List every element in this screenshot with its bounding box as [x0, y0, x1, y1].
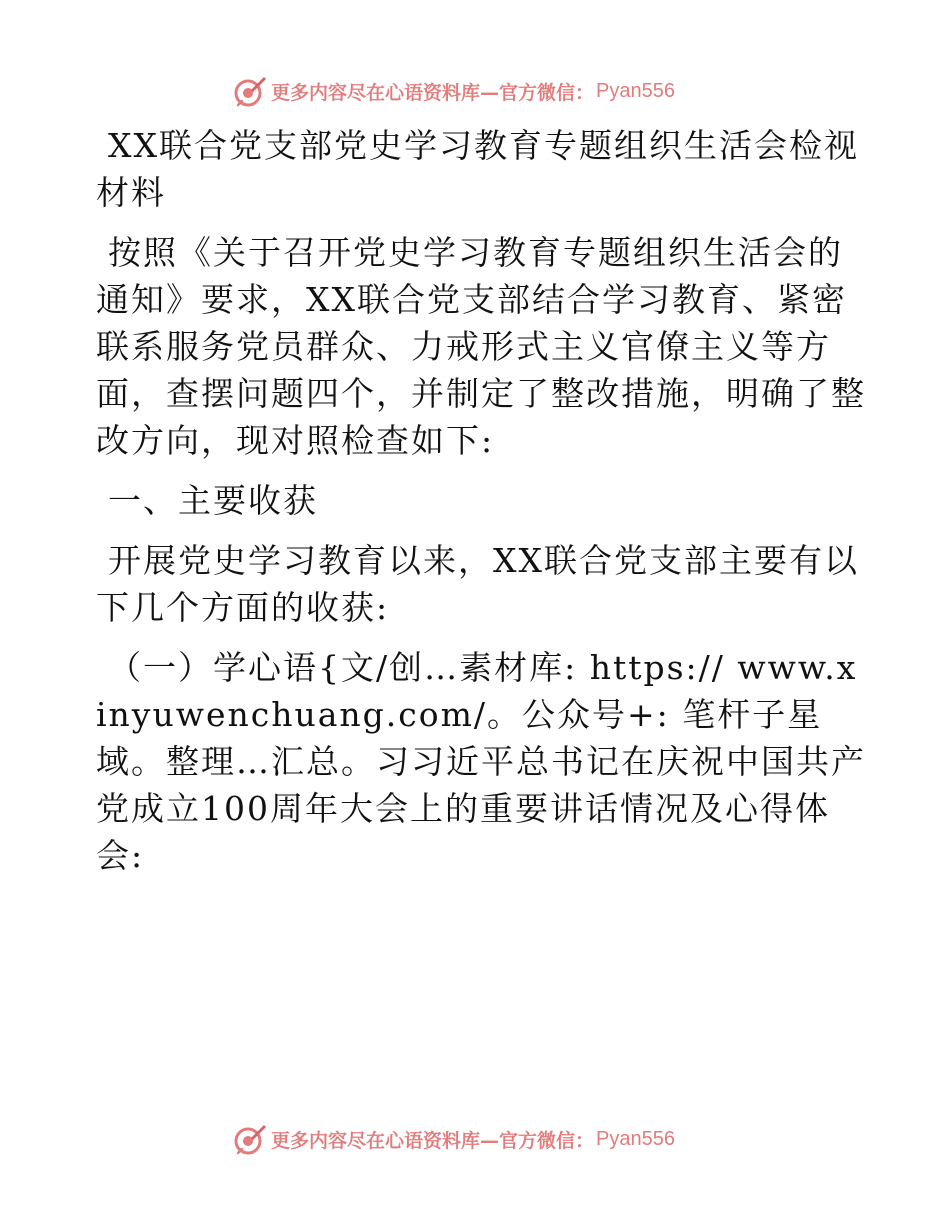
banner-text: 更多内容尽在心语资料库—: [271, 81, 500, 104]
banner-wechat-id: Pyan556: [596, 1127, 675, 1150]
banner-text: 更多内容尽在心语资料库—: [271, 1129, 500, 1152]
section-heading: 一、主要收获: [108, 481, 318, 520]
footer-watermark-banner: [233, 1122, 675, 1156]
pen-logo-icon: [233, 1122, 267, 1156]
document-body: [96, 122, 866, 892]
paragraph-intro: 按照《关于召开党史学习教育专题组织生活会的通知》要求，XX联合党支部结合学习教育、紧密联系服务党员群众、力戒形式主义官僚主义等方面，查摆问题四个，并制定了整改措施，明确了整改方向，现对照检查如下:: [96, 233, 866, 460]
banner-wechat-label: 官方微信：: [499, 81, 595, 104]
pen-logo-icon: [233, 74, 267, 108]
paragraph-subsection: （一）学心语{文/创…素材库: https:// www.xinyuwenchuang.com/。公众号+: 笔杆子星域。整理…汇总。习习近平总书记在庆祝中国共产党成立100周年大会上的重要讲话情况及心得体会:: [96, 648, 866, 875]
banner-wechat-id: Pyan556: [596, 79, 675, 102]
paragraph-summary: 开展党史学习教育以来，XX联合党支部主要有以下几个方面的收获:: [96, 541, 859, 627]
banner-wechat-label: 官方微信：: [499, 1129, 595, 1152]
header-watermark-banner: [233, 74, 675, 108]
document-title: XX联合党支部党史学习教育专题组织生活会检视材料: [96, 126, 859, 212]
